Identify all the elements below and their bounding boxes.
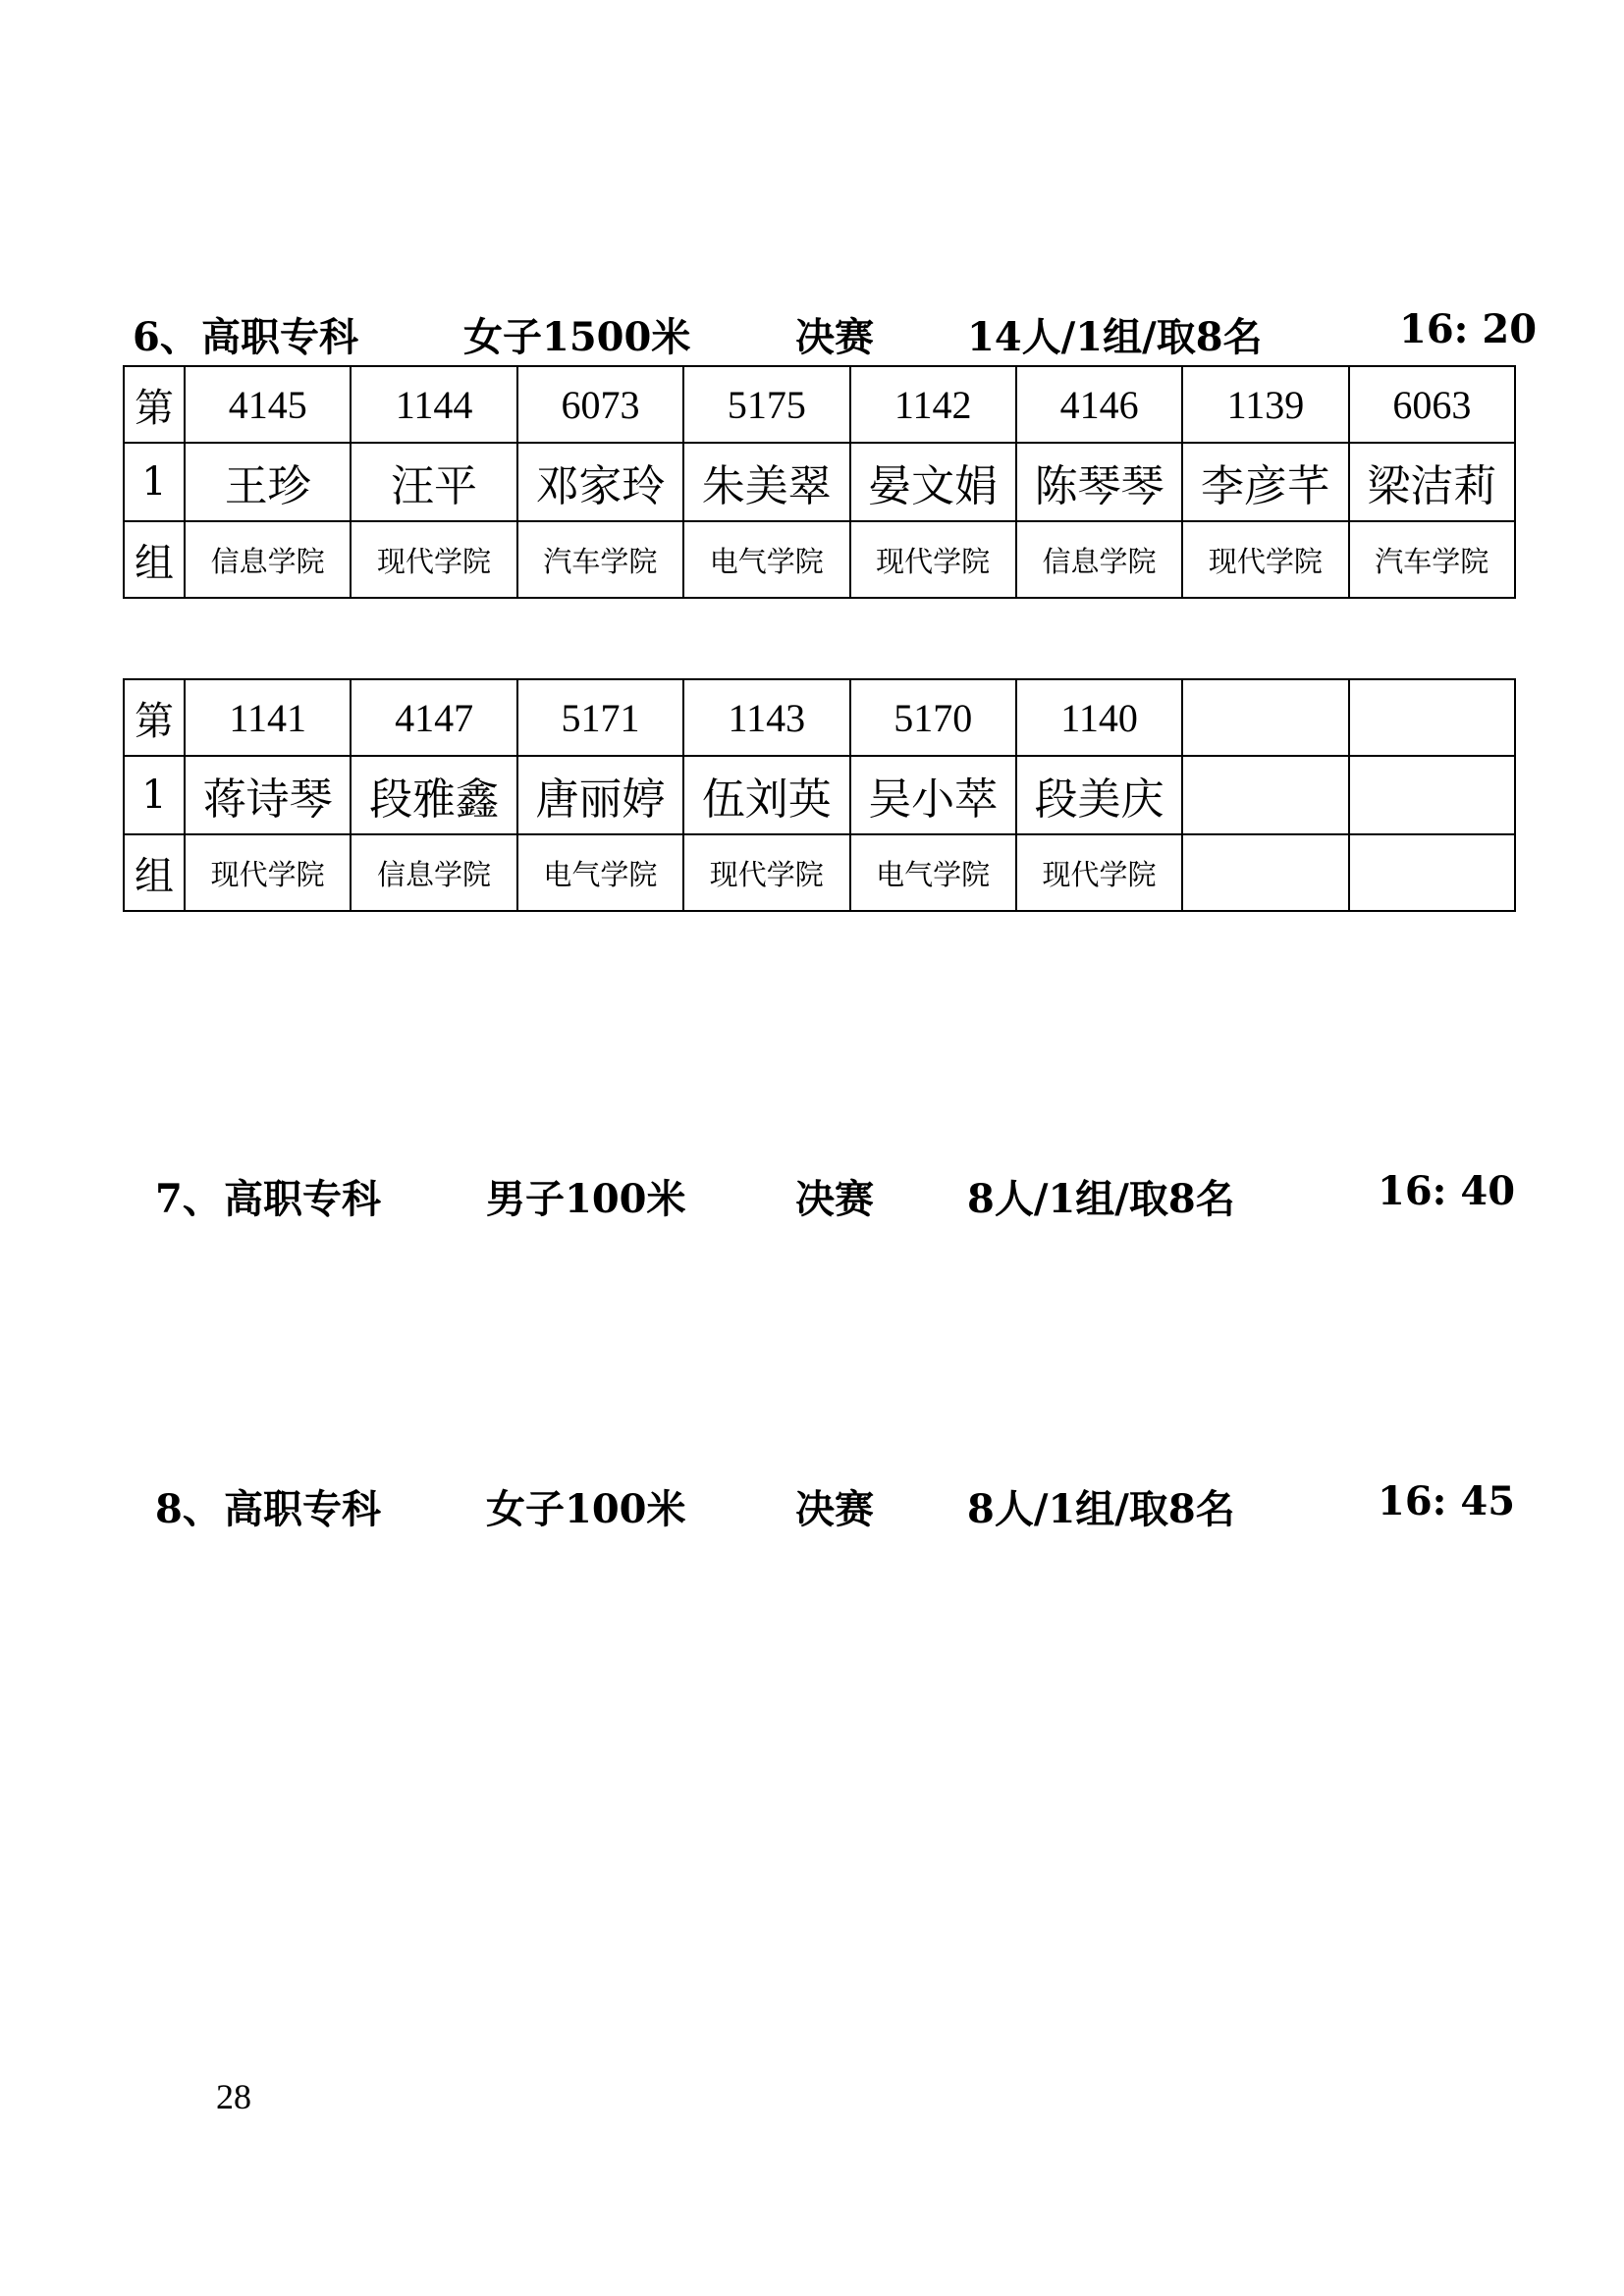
- athlete-name: 蒋诗琴: [185, 756, 351, 834]
- group-label: 第: [124, 679, 185, 756]
- bib-number: 1142: [850, 366, 1016, 443]
- college-name: 现代学院: [351, 521, 516, 598]
- athlete-name: 汪平: [351, 443, 516, 521]
- event-round: 决赛: [795, 1176, 874, 1222]
- event-format: 8人/1组/取8名: [967, 1486, 1235, 1532]
- athlete-name: 王珍: [185, 443, 351, 521]
- athlete-name: 朱美翠: [683, 443, 849, 521]
- event-level: 高职专科: [201, 314, 358, 360]
- bib-number: 6063: [1349, 366, 1515, 443]
- bib-number: 1139: [1182, 366, 1348, 443]
- event-index: 6、: [133, 314, 199, 360]
- college-name: 现代学院: [185, 834, 351, 911]
- college-name: 电气学院: [850, 834, 1016, 911]
- event-name: 男子100米: [486, 1176, 686, 1222]
- college-name: 现代学院: [683, 834, 849, 911]
- bib-number: 4146: [1016, 366, 1182, 443]
- bib-number: 5170: [850, 679, 1016, 756]
- bib-number: 1141: [185, 679, 351, 756]
- college-name: 汽车学院: [517, 521, 683, 598]
- athlete-name: 梁洁莉: [1349, 443, 1515, 521]
- college-name: [1182, 834, 1348, 911]
- table-row: [124, 834, 1515, 911]
- event-round: 决赛: [795, 1486, 874, 1532]
- group-label: 1: [124, 443, 185, 521]
- college-name: [1349, 834, 1515, 911]
- bib-number: 4145: [185, 366, 351, 443]
- event-level: 高职专科: [224, 1176, 381, 1222]
- table-row: [124, 366, 1515, 443]
- group-label: 组: [124, 521, 185, 598]
- college-name: 现代学院: [1016, 834, 1182, 911]
- table-row: [124, 756, 1515, 834]
- athlete-name: [1182, 756, 1348, 834]
- college-name: 电气学院: [517, 834, 683, 911]
- bib-number: 6073: [517, 366, 683, 443]
- group-label: 1: [124, 756, 185, 834]
- table-row: [124, 679, 1515, 756]
- athlete-name: 唐丽婷: [517, 756, 683, 834]
- college-name: 现代学院: [1182, 521, 1348, 598]
- event-level: 高职专科: [224, 1486, 381, 1532]
- event-time: 16: 40: [1378, 1168, 1516, 1214]
- athlete-name: 段美庆: [1016, 756, 1182, 834]
- table-row: [124, 443, 1515, 521]
- event-format: 8人/1组/取8名: [967, 1176, 1235, 1222]
- athlete-name: 邓家玲: [517, 443, 683, 521]
- college-name: 汽车学院: [1349, 521, 1515, 598]
- athlete-name: 李彦芊: [1182, 443, 1348, 521]
- athlete-name: 段雅鑫: [351, 756, 516, 834]
- college-name: 现代学院: [850, 521, 1016, 598]
- bib-number: 1143: [683, 679, 849, 756]
- bib-number: [1349, 679, 1515, 756]
- page-number: 28: [216, 2077, 251, 2116]
- start-list-table: [123, 678, 1516, 912]
- athlete-name: 伍刘英: [683, 756, 849, 834]
- event-name: 女子100米: [486, 1486, 686, 1532]
- table-row: [124, 521, 1515, 598]
- athlete-name: 吴小萃: [850, 756, 1016, 834]
- bib-number: [1182, 679, 1348, 756]
- event-index: 8、: [155, 1486, 222, 1532]
- event-index: 7、: [155, 1176, 222, 1222]
- group-label: 组: [124, 834, 185, 911]
- event-format: 14人/1组/取8名: [967, 314, 1263, 360]
- start-list-table: [123, 365, 1516, 599]
- college-name: 信息学院: [1016, 521, 1182, 598]
- event-time: 16: 20: [1399, 306, 1538, 352]
- bib-number: 5175: [683, 366, 849, 443]
- event-round: 决赛: [795, 314, 874, 360]
- group-label: 第: [124, 366, 185, 443]
- bib-number: 5171: [517, 679, 683, 756]
- athlete-name: [1349, 756, 1515, 834]
- athlete-name: 晏文娟: [850, 443, 1016, 521]
- event-name: 女子1500米: [463, 314, 691, 360]
- college-name: 信息学院: [185, 521, 351, 598]
- bib-number: 1140: [1016, 679, 1182, 756]
- athlete-name: 陈琴琴: [1016, 443, 1182, 521]
- college-name: 电气学院: [683, 521, 849, 598]
- college-name: 信息学院: [351, 834, 516, 911]
- event-time: 16: 45: [1378, 1478, 1516, 1524]
- bib-number: 4147: [351, 679, 516, 756]
- bib-number: 1144: [351, 366, 516, 443]
